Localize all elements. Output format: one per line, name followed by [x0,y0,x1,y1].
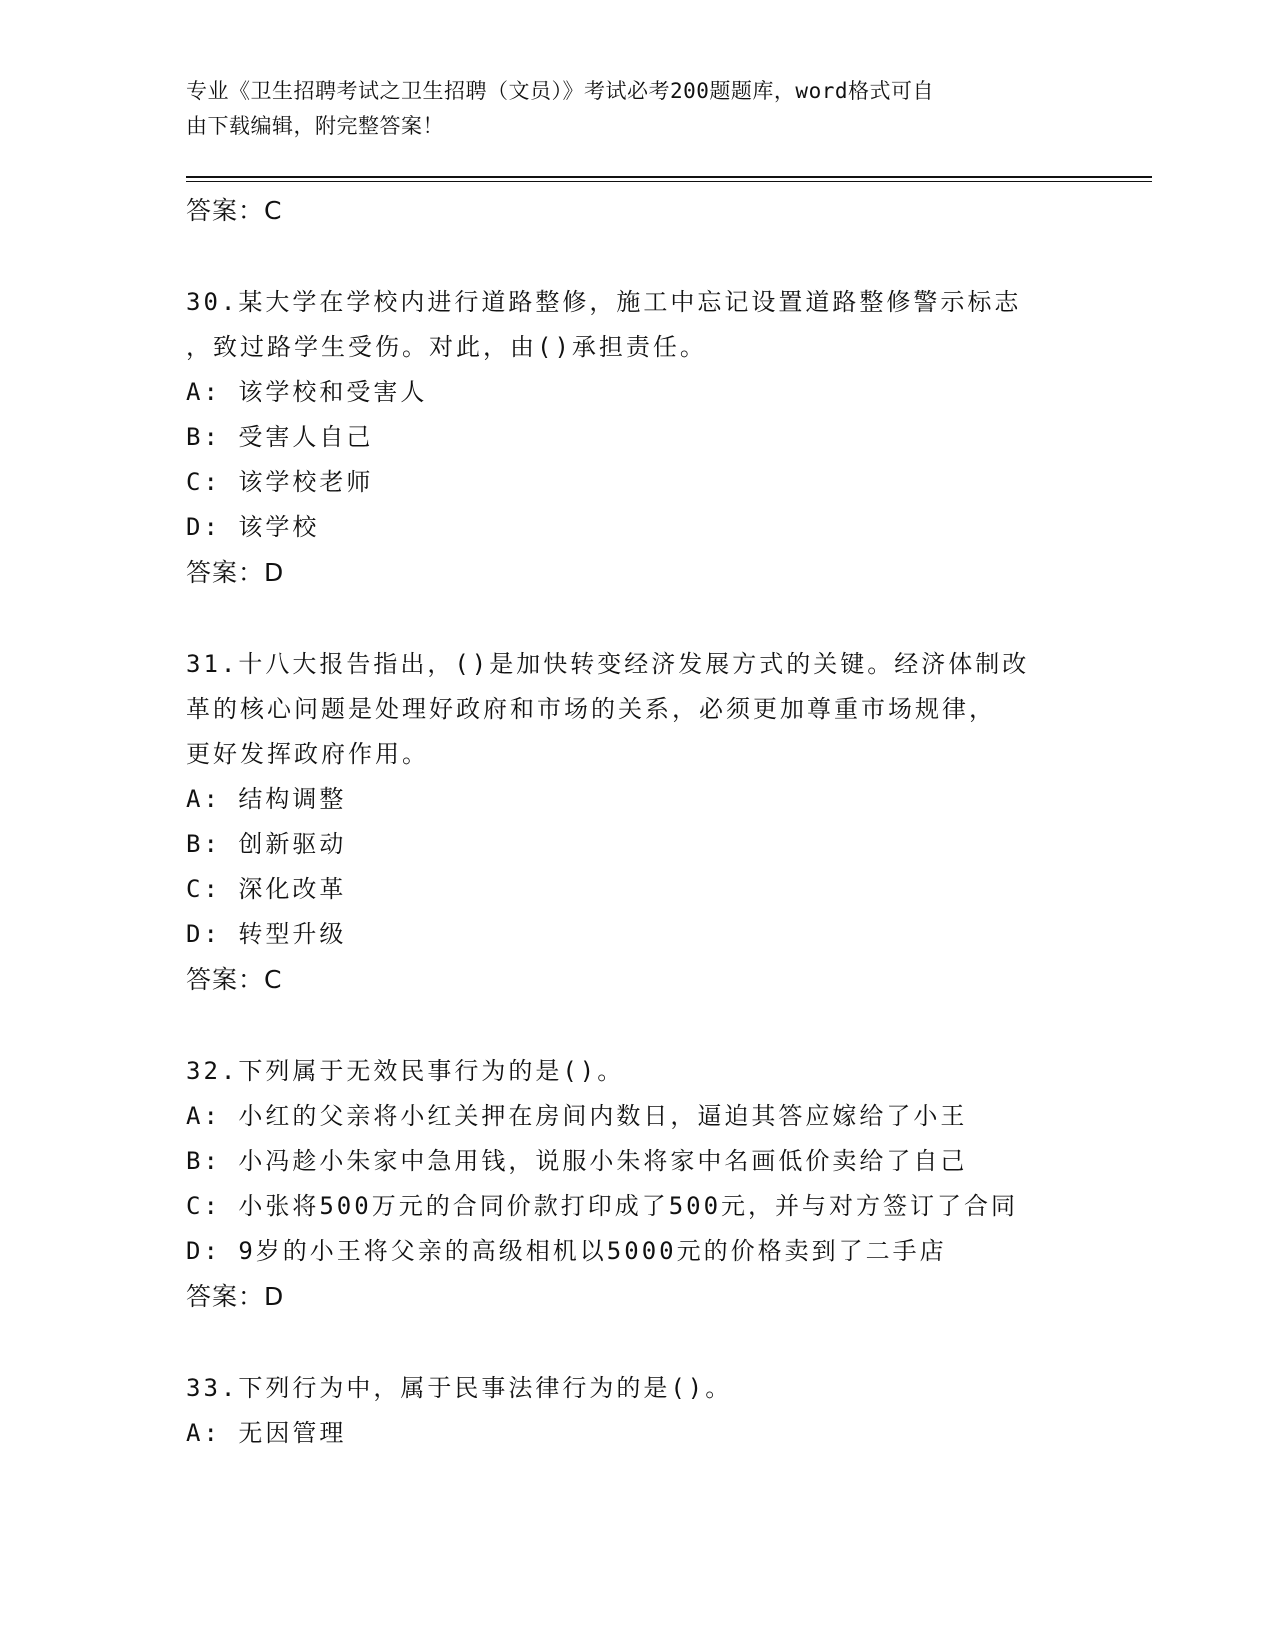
option-a: A: 无因管理 [186,1419,347,1447]
option-d: D: 9岁的小王将父亲的高级相机以5000元的价格卖到了二手店 [186,1237,947,1265]
question-text-line: 32.下列属于无效民事行为的是()。 [186,1057,625,1085]
question-list [186,188,1086,1456]
document-header [186,74,1066,144]
question-text-line: 更好发挥政府作用。 [186,740,429,768]
question-text-line: ，致过路学生受伤。对此，由()承担责任。 [186,333,707,361]
spacer [186,1002,1086,1049]
option-d: D: 该学校 [186,513,320,541]
question-30 [186,280,1086,595]
question-text-line: 31.十八大报告指出，()是加快转变经济发展方式的关键。经济体制改 [186,650,1030,678]
option-c: C: 该学校老师 [186,468,374,496]
option-b: B: 创新驱动 [186,830,347,858]
spacer [186,1319,1086,1366]
question-32 [186,1049,1086,1319]
question-text-line: 30.某大学在学校内进行道路整修，施工中忘记设置道路整修警示标志 [186,288,1022,316]
option-a: A: 结构调整 [186,785,347,813]
answer: 答案：D [186,558,285,587]
question-text-line: 33.下列行为中，属于民事法律行为的是()。 [186,1374,733,1402]
spacer [186,233,1086,280]
option-d: D: 转型升级 [186,920,347,948]
header-rule-thick [186,176,1152,178]
header-line-2: 由下载编辑，附完整答案！ [186,114,444,138]
previous-answer: 答案：C [186,196,283,225]
option-b: B: 受害人自己 [186,423,374,451]
header-line-1: 专业《卫生招聘考试之卫生招聘（文员）》考试必考200题题库，word格式可自 [186,79,934,103]
answer: 答案：C [186,965,283,994]
option-b: B: 小冯趁小朱家中急用钱，说服小朱将家中名画低价卖给了自己 [186,1147,968,1175]
option-c: C: 深化改革 [186,875,347,903]
header-rule-thin [186,181,1152,182]
question-33 [186,1366,1086,1456]
question-31 [186,642,1086,1002]
spacer [186,595,1086,642]
option-c: C: 小张将500万元的合同价款打印成了500元，并与对方签订了合同 [186,1192,1019,1220]
option-a: A: 小红的父亲将小红关押在房间内数日，逼迫其答应嫁给了小王 [186,1102,968,1130]
option-a: A: 该学校和受害人 [186,378,428,406]
answer: 答案：D [186,1282,285,1311]
question-text-line: 革的核心问题是处理好政府和市场的关系，必须更加尊重市场规律， [186,695,996,723]
